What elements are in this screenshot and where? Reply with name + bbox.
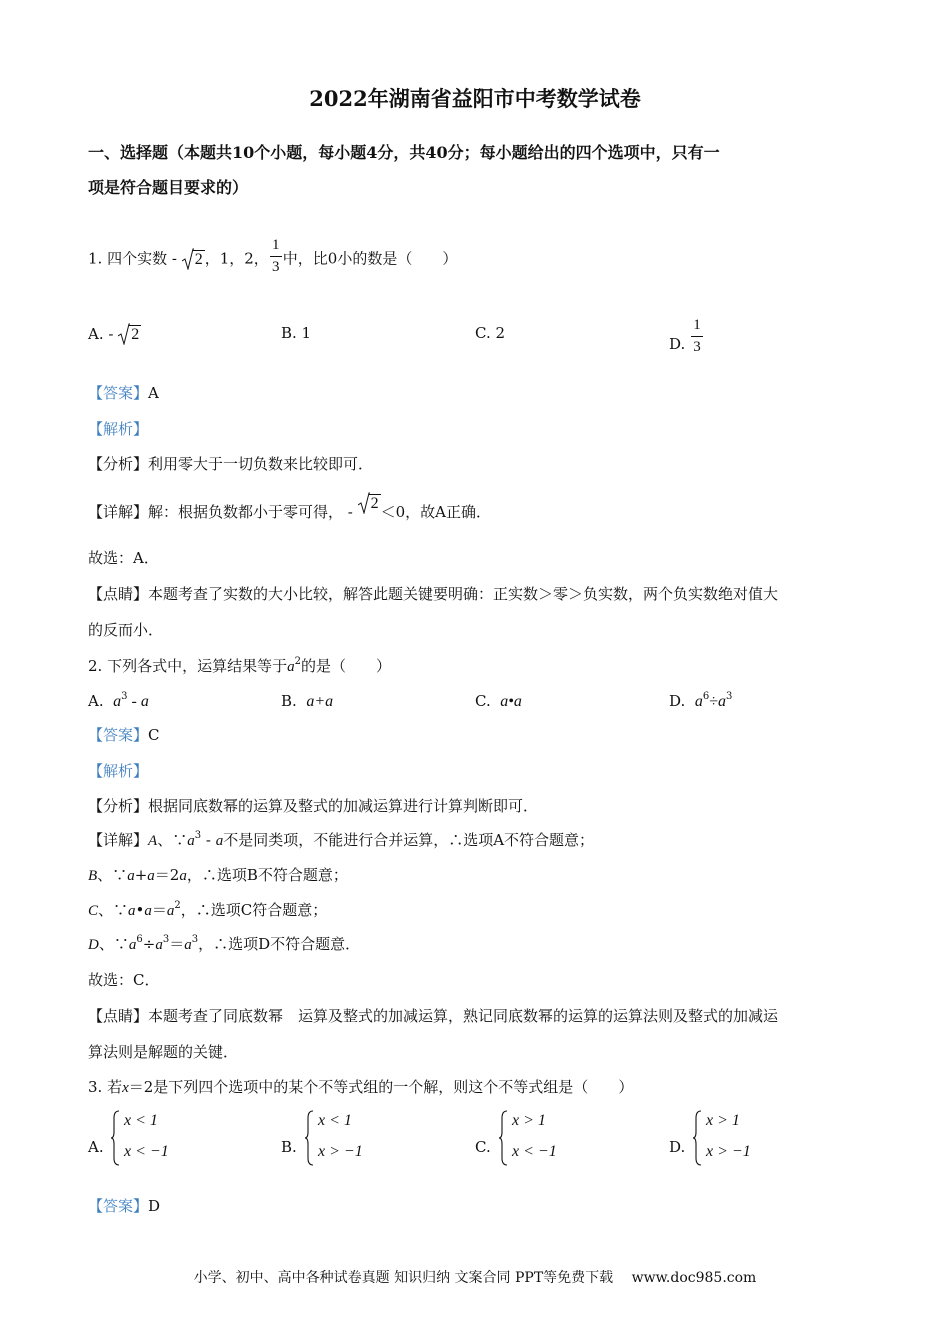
q3-option-d-label: D. xyxy=(669,1138,686,1156)
q1-fenxi: 【分析】利用零大于一切负数来比较即可． xyxy=(88,455,374,473)
left-brace-icon xyxy=(498,1110,508,1166)
q1-answer: 【答案】A xyxy=(88,384,159,402)
q3-option-b-label: B. xyxy=(281,1138,297,1156)
q1-stem: 1. 四个实数 - 2 ，1，2， $\frac{1}{3}$ 中，比0小的数是（ ） xyxy=(88,237,458,275)
q1-guxuan: 故选：A． xyxy=(88,549,159,567)
q2-fenxi: 【分析】根据同底数幂的运算及整式的加减运算进行计算判断即可． xyxy=(88,797,539,815)
q2-option-d: D. $a^6\div a^3$ xyxy=(669,691,733,710)
q3-option-a-label: A. xyxy=(88,1138,104,1156)
q1-option-d: D. $\frac{1}{3}$ xyxy=(669,318,704,355)
page-title: 2022年湖南省益阳市中考数学试卷 xyxy=(309,86,641,111)
q1-option-c: C. 2 xyxy=(475,324,506,342)
q3-answer: 【答案】D xyxy=(88,1197,161,1215)
section-heading-line1: 一、选择题（本题共10个小题，每小题4分，共40分；每小题给出的四个选项中，只有一 xyxy=(88,143,720,162)
q1-analysis-tag: 【解析】 xyxy=(88,420,149,438)
q1-option-b: B. 1 xyxy=(281,324,312,342)
q1-dianjing-line1: 【点睛】本题考查了实数的大小比较，解答此题关键要明确：正实数＞零＞负实数，两个负实数绝对值大 xyxy=(88,585,779,603)
q3-stem: 3. 若x＝2是下列四个选项中的某个不等式组的一个解，则这个不等式组是（ ） xyxy=(88,1078,634,1096)
q1-option-a: A. - 2 xyxy=(88,325,140,343)
q2-dianjing-line2: 算法则是解题的关键． xyxy=(88,1043,239,1061)
fraction-one-third-d: $\frac{1}{3}$ xyxy=(690,318,704,355)
q2-stem: 2. 下列各式中，运算结果等于$a^2$的是（ ） xyxy=(88,656,391,675)
q2-answer: 【答案】C xyxy=(88,726,160,744)
q1-dianjing-line2: 的反而小． xyxy=(88,621,164,639)
q2-option-b: B. a+a xyxy=(281,692,334,710)
fraction-one-third: $\frac{1}{3}$ xyxy=(269,238,283,275)
page-footer: 小学、初中、高中各种试卷真题 知识归纳 文案合同 PPT等免费下载 www.doc985.com xyxy=(193,1270,757,1286)
q2-xiangjie-a: 【详解】A、$\because a^3$ - a不是同类项，不能进行合并运算，∴选项A不符合题意； xyxy=(88,830,595,849)
q2-option-a: A. $a^3$ - a xyxy=(88,691,149,710)
q2-dianjing-line1: 【点睛】本题考查了同底数幂 运算及整式的加减运算，熟记同底数幂的运算的运算法则及整式的加减运 xyxy=(88,1007,779,1025)
sqrt-symbol: 2 xyxy=(182,250,205,268)
q1-xiangjie: 【详解】解：根据负数都小于零可得， - 2 ＜0，故A正确． xyxy=(88,495,492,521)
q2-xiangjie-b: B、∵a+a＝2a，∴选项B不符合题意； xyxy=(88,866,348,884)
q2-analysis-tag: 【解析】 xyxy=(88,762,149,780)
section-heading-line2: 项是符合题目要求的） xyxy=(88,178,249,197)
q2-xiangjie-c: C、$\because a•a=a^2$，∴选项C符合题意； xyxy=(88,900,328,919)
left-brace-icon xyxy=(304,1110,314,1166)
q3-option-b-system: x < 1 x > −1 xyxy=(304,1108,424,1168)
q3-option-c-label: C. xyxy=(475,1138,491,1156)
q3-option-c-system: x > 1 x < −1 xyxy=(498,1108,618,1168)
q2-xiangjie-d: D、$\because a^6\div a^3=a^3$，∴选项D不符合题意． xyxy=(88,934,361,953)
left-brace-icon xyxy=(692,1110,702,1166)
q3-option-a-system: x < 1 x < −1 xyxy=(110,1108,230,1168)
q3-option-d-system: x > 1 x > −1 xyxy=(692,1108,812,1168)
q2-guxuan: 故选：C． xyxy=(88,971,160,989)
q2-option-c: C. a•a xyxy=(475,692,522,710)
left-brace-icon xyxy=(110,1110,120,1166)
